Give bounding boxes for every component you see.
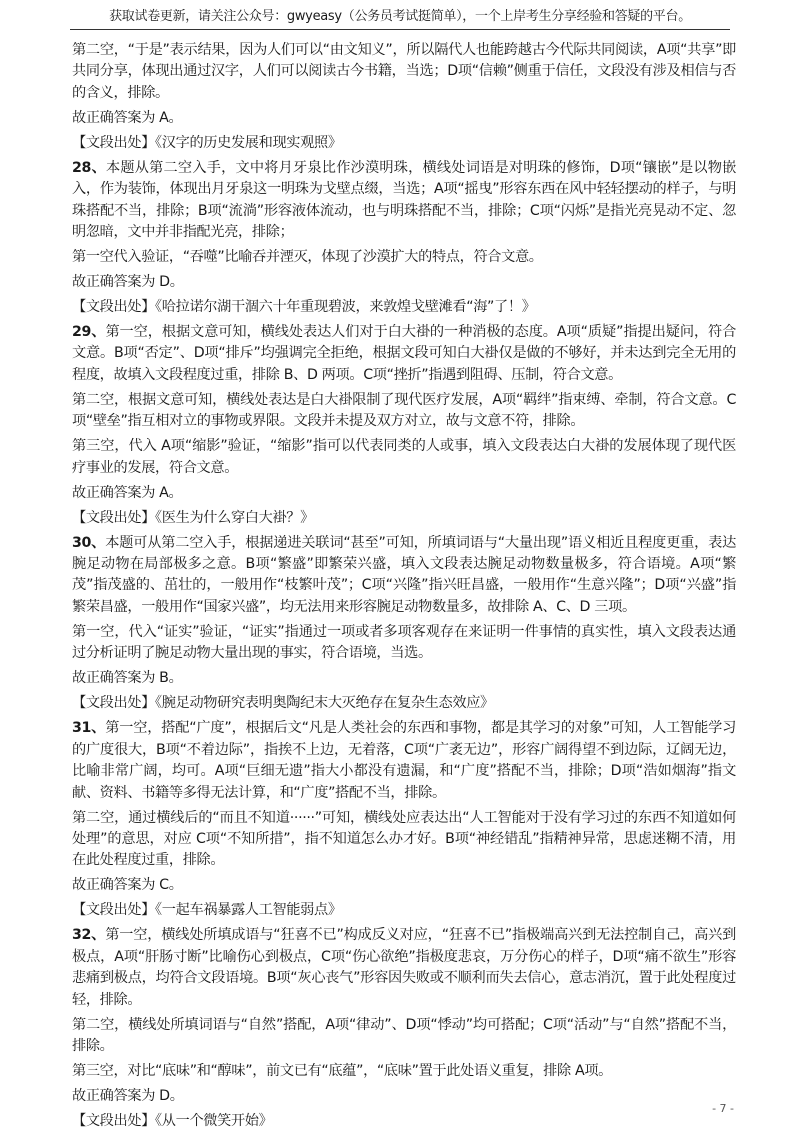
question-number: 30、: [72, 534, 106, 551]
paragraph-text: 第三空，对比“底味”和“醇味”，前文已有“底蕴”，“底味”置于此处语义重复，排除 A项。: [72, 1062, 612, 1079]
explanation-paragraph: [72, 247, 736, 268]
paragraph-text: 【文段出处】《从一个微笑开始》: [72, 1112, 273, 1129]
explanation-paragraph: [72, 622, 736, 665]
correct-answer: [72, 483, 736, 504]
paragraph-text: 故正确答案为 D。: [72, 1087, 184, 1104]
explanation-paragraph: [72, 390, 736, 433]
source-citation: [72, 693, 736, 714]
explanation-paragraph: [72, 436, 736, 479]
source-citation: [72, 133, 736, 154]
explanation-paragraph: [72, 1061, 736, 1082]
paragraph-text: 第三空，代入 A项“缩影”验证，“缩影”指可以代表同类的人或事，填入文段表达白大褂的发展体现了现代医疗事业的发展，符合文意。: [72, 438, 736, 476]
correct-answer: [72, 875, 736, 896]
paragraph-text: 故正确答案为 D。: [72, 274, 184, 291]
question-explanation: [72, 533, 736, 619]
source-citation: [72, 1111, 736, 1132]
page-number-text: - 7 -: [712, 1102, 734, 1115]
paragraph-text: 第一空，代入“证实”验证，“证实”指通过一项或者多项客观存在来证明一件事情的真实性，填入文段表达通过分析证明了腕足动物大量出现的事实，符合语境，当选。: [72, 623, 736, 662]
paragraph-text: 【文段出处】《腕足动物研究表明奥陶纪末大灭绝存在复杂生态效应》: [72, 695, 494, 712]
paragraph-text: 故正确答案为 B。: [72, 670, 183, 687]
paragraph-text: 故正确答案为 A。: [72, 109, 183, 126]
question-explanation: [72, 322, 736, 386]
paragraph-text: 本题从第二空入手，文中将月牙泉比作沙漠明珠，横线处词语是对明珠的修饰，D项“镶嵌”是以物嵌入，作为装饰，体现出月牙泉这一明珠为戈壁点缀，当选；A项“摇曳”形容东西在风中轻轻摆动的样子，与明珠搭配不当，排除；B项“流淌”形容液体流动，也与明珠搭配不当，排除；C项“闪烁”是指光亮晃动不定、忽明忽暗，文中并非指配光亮，排除；: [72, 159, 736, 241]
paragraph-text: 第一空，横线处所填成语与“狂喜不已”构成反义对应，“狂喜不已”指极端高兴到无法控制自己，高兴到极点，A项“肝肠寸断”比喻伤心到极点，C项“伤心欲绝”指极度悲哀，万分伤心的样子，D项“痛不欲生”形容悲痛到极点，均符合文段语境。B项“灰心丧气”形容因失败或不顺利而失去信心，意志消沉，置于此处程度过轻，排除。: [72, 927, 736, 1008]
paragraph-text: 第二空，根据文意可知，横线处表达是白大褂限制了现代医疗发展，A项“羁绊”指束缚、牵制，符合文意。C项“壁垒”指互相对立的事物或界限。文段并未提及双方对立，故与文意不符，排除。: [72, 391, 736, 430]
page-header-banner: [70, 8, 730, 30]
question-explanation: [72, 158, 736, 244]
question-explanation: [72, 718, 736, 804]
paragraph-text: 第二空，“于是”表示结果，因为人们可以“由文知义”，所以隔代人也能跨越古今代际共同阅读，A项“共享”即共同分享，体现出通过汉字，人们可以阅读古今书籍，当选；D项“信赖”侧重于信任，文段没有涉及相信与否的含义，排除。: [72, 42, 736, 101]
header-banner-text: 获取试卷更新，请关注公众号：gwyeasy（公务员考试挺简单），一个上岸考生分享经验和答疑的平台。: [109, 9, 691, 24]
paragraph-text: 第二空，横线处所填词语与“自然”搭配，A项“律动”、D项“悸动”均可搭配；C项“活动”与“自然”搭配不当，排除。: [72, 1016, 736, 1054]
explanation-paragraph: [72, 808, 736, 872]
paragraph-text: 【文段出处】《哈拉诺尔湖干涸六十年重现碧波，来敦煌戈壁滩看“海”了！》: [72, 299, 536, 316]
correct-answer: [72, 1086, 736, 1107]
paragraph-text: 【文段出处】《医生为什么穿白大褂？》: [72, 509, 314, 526]
paragraph-text: 本题可从第二空入手，根据递进关联词“甚至”可知，所填词语与“大量出现”语义相近且程度更重，表达腕足动物在局部极多之意。B项“繁盛”即繁荣兴盛，填入文段表达腕足动物数量极多，符合语境。A项“繁茂”指茂盛的、茁壮的，一般用作“枝繁叶茂”；C项“兴隆”指兴旺昌盛，一般用作“生意兴隆”；D项“兴盛”指繁荣昌盛，一般用作“国家兴盛”，均无法用来形容腕足动物数量多，故排除 A、C、D 三项。: [72, 534, 736, 615]
correct-answer: [72, 668, 736, 689]
answer-explanations: [72, 40, 736, 1136]
question-number: 31、: [72, 720, 106, 737]
source-citation: [72, 900, 736, 921]
paragraph-text: 第一空代入验证，“吞噬”比喻吞并湮灭，体现了沙漠扩大的特点，符合文意。: [72, 249, 543, 266]
paragraph-text: 【文段出处】《汉字的历史发展和现实观照》: [72, 134, 342, 151]
explanation-paragraph: [72, 1015, 736, 1058]
paragraph-text: 故正确答案为 A。: [72, 484, 183, 501]
question-number: 32、: [72, 927, 106, 944]
paragraph-text: 【文段出处】《一起车祸暴露人工智能弱点》: [72, 902, 342, 919]
paragraph-text: 第二空，通过横线后的“而且不知道······”可知，横线处应表达出“人工智能对于没有学习过的东西不知道如何处理”的意思，对应 C项“不知所措”，指不知道怎么办才好。B项“神经错乱”指精神异常，思虑迷糊不清，用在此处程度过重，排除。: [72, 809, 736, 869]
page-number: [712, 1102, 734, 1115]
paragraph-text: 故正确答案为 C。: [72, 877, 183, 894]
question-number: 28、: [72, 159, 106, 176]
question-explanation: [72, 925, 736, 1011]
explanation-paragraph: [72, 40, 736, 104]
correct-answer: [72, 108, 736, 129]
paragraph-text: 第一空，搭配“广度”，根据后文“凡是人类社会的东西和事物，都是其学习的对象”可知，人工智能学习的广度很大，B项“不着边际”，指挨不上边，无着落，C项“广袤无边”，形容广阔得望不到边际，辽阔无边，比喻非常广阔，均可。A项“巨细无遗”指大小都没有遗漏，和“广度”搭配不当，排除；D项“浩如烟海”指文献、资料、书籍等多得无法计算，和“广度”搭配不当，排除。: [72, 720, 736, 801]
paragraph-text: 第一空，根据文意可知，横线处表达人们对于白大褂的一种消极的态度。A项“质疑”指提出疑问，符合文意。B项“否定”、D项“排斥”均强调完全拒绝，根据文段可知白大褂仅是做的不够好，并未达到完全无用的程度，故填入文段程度过重，排除 B、D 两项。C项“挫折”指遇到阻碍、压制，符合文意。: [72, 324, 737, 383]
source-citation: [72, 297, 736, 318]
source-citation: [72, 508, 736, 529]
correct-answer: [72, 272, 736, 293]
question-number: 29、: [72, 324, 106, 341]
